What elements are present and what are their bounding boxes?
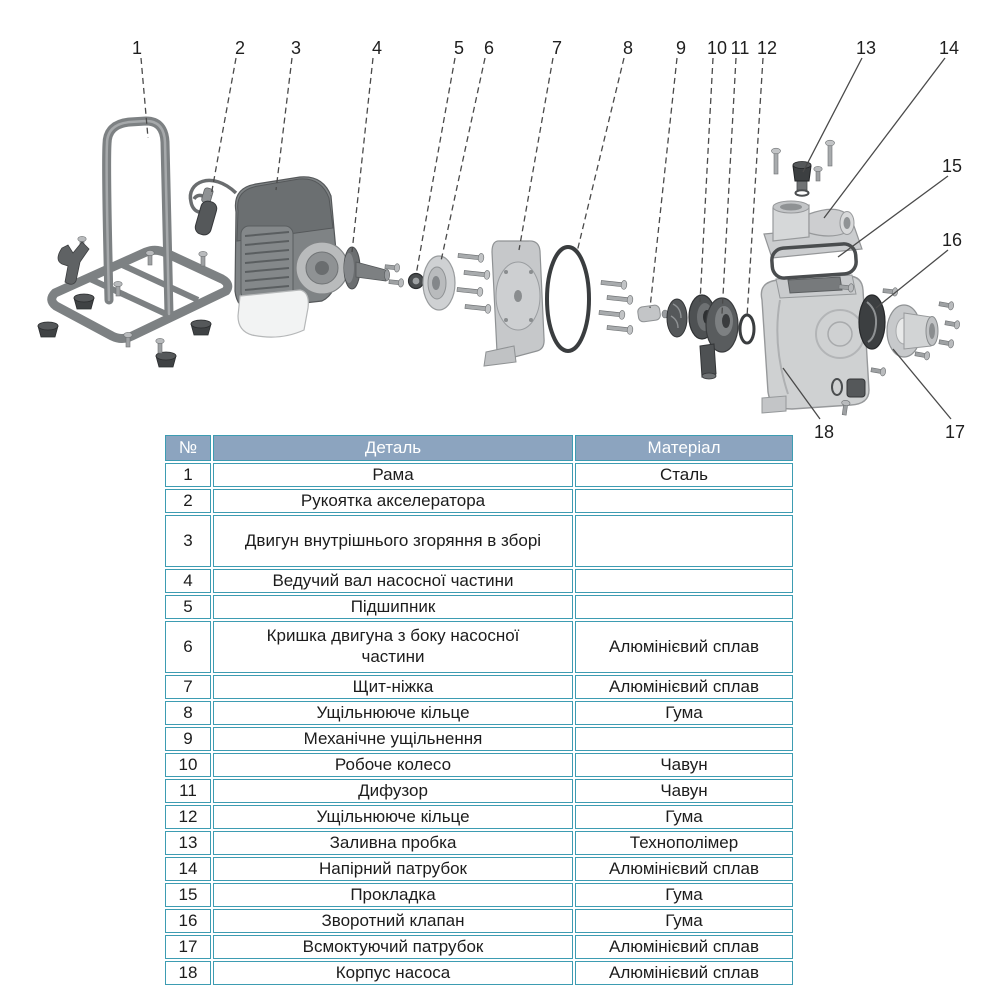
part-bearing — [409, 274, 424, 289]
leader-line-4 — [352, 58, 373, 252]
callout-label-10: 10 — [706, 38, 728, 58]
parts-table — [163, 433, 795, 987]
cell-material: Технополімер — [575, 831, 793, 855]
table-row — [165, 805, 793, 829]
cell-material — [575, 489, 793, 513]
cell-part: Механічне ущільнення — [213, 727, 573, 751]
cell-material: Чавун — [575, 753, 793, 777]
cell-material: Гума — [575, 909, 793, 933]
part-frame — [38, 121, 228, 367]
callout-label-7: 7 — [551, 38, 563, 58]
cell-num: 5 — [165, 595, 211, 619]
col-header-num: № — [165, 435, 211, 461]
callout-label-12: 12 — [756, 38, 778, 58]
table-row — [165, 701, 793, 725]
leader-line-8 — [577, 58, 624, 252]
cell-num: 10 — [165, 753, 211, 777]
table-row — [165, 935, 793, 959]
leader-line-5 — [416, 58, 455, 275]
cell-material: Алюмінієвий сплав — [575, 621, 793, 673]
cell-part: Зворотний клапан — [213, 909, 573, 933]
cell-material: Алюмінієвий сплав — [575, 961, 793, 985]
part-shield-leg — [484, 241, 544, 366]
table-row — [165, 831, 793, 855]
cell-part: Корпус насоса — [213, 961, 573, 985]
cell-part: Рукоятка акселератора — [213, 489, 573, 513]
table-row — [165, 515, 793, 567]
leader-line-11 — [722, 58, 736, 314]
cell-material: Алюмінієвий сплав — [575, 935, 793, 959]
cell-part: Підшипник — [213, 595, 573, 619]
cell-part: Кришка двигуна з боку насосної частини — [213, 621, 573, 673]
cell-part: Ущільнююче кільце — [213, 701, 573, 725]
cell-material — [575, 595, 793, 619]
cell-num: 11 — [165, 779, 211, 803]
leader-line-6 — [441, 58, 485, 261]
part-mechanical-seal — [637, 299, 687, 337]
leader-line-7 — [519, 58, 553, 250]
table-row — [165, 595, 793, 619]
table-row — [165, 909, 793, 933]
engine-fuel-tank — [238, 290, 308, 337]
cell-num: 12 — [165, 805, 211, 829]
part-o-ring-small — [740, 315, 754, 343]
cell-part: Напірний патрубок — [213, 857, 573, 881]
cell-part: Прокладка — [213, 883, 573, 907]
cell-material — [575, 515, 793, 567]
callout-label-8: 8 — [622, 38, 634, 58]
cell-num: 7 — [165, 675, 211, 699]
leader-line-12 — [747, 58, 763, 317]
part-engine-cover — [423, 251, 491, 314]
cell-material — [575, 727, 793, 751]
cell-num: 18 — [165, 961, 211, 985]
bolt-cluster — [599, 278, 634, 335]
cell-part: Всмоктуючий патрубок — [213, 935, 573, 959]
table-row — [165, 753, 793, 777]
cell-part: Ущільнююче кільце — [213, 805, 573, 829]
cell-num: 4 — [165, 569, 211, 593]
callout-label-16: 16 — [941, 230, 963, 250]
leader-line-15 — [838, 176, 948, 257]
leader-line-3 — [276, 58, 292, 190]
cell-material: Алюмінієвий сплав — [575, 857, 793, 881]
cell-material: Гума — [575, 701, 793, 725]
table-row — [165, 779, 793, 803]
callout-label-13: 13 — [855, 38, 877, 58]
exploded-diagram — [0, 0, 1000, 442]
callout-label-17: 17 — [944, 422, 966, 442]
leader-line-17 — [893, 349, 951, 419]
cell-material: Чавун — [575, 779, 793, 803]
cell-part: Щит-ніжка — [213, 675, 573, 699]
leader-line-16 — [876, 250, 948, 308]
cell-num: 16 — [165, 909, 211, 933]
callout-label-15: 15 — [941, 156, 963, 176]
callout-label-11: 11 — [730, 38, 750, 58]
leader-line-9 — [650, 58, 677, 308]
table-row — [165, 463, 793, 487]
leader-line-2 — [211, 58, 236, 196]
cell-material: Алюмінієвий сплав — [575, 675, 793, 699]
cell-part: Рама — [213, 463, 573, 487]
cell-num: 1 — [165, 463, 211, 487]
part-o-ring-large — [547, 247, 589, 351]
col-header-part: Деталь — [213, 435, 573, 461]
callout-label-9: 9 — [675, 38, 687, 58]
cell-material — [575, 569, 793, 593]
cell-num: 3 — [165, 515, 211, 567]
cell-num: 17 — [165, 935, 211, 959]
callout-label-1: 1 — [131, 38, 143, 58]
table-row — [165, 489, 793, 513]
cell-material: Сталь — [575, 463, 793, 487]
callout-label-2: 2 — [234, 38, 246, 58]
cell-material: Гума — [575, 883, 793, 907]
callout-label-14: 14 — [938, 38, 960, 58]
table-row — [165, 621, 793, 673]
table-row — [165, 569, 793, 593]
part-engine — [235, 177, 348, 337]
leader-line-10 — [700, 58, 713, 302]
table-row — [165, 883, 793, 907]
cell-num: 13 — [165, 831, 211, 855]
callout-label-3: 3 — [290, 38, 302, 58]
cell-part: Двигун внутрішнього згоряння в зборі — [213, 515, 573, 567]
callout-label-4: 4 — [371, 38, 383, 58]
table-row — [165, 857, 793, 881]
cell-part: Робоче колесо — [213, 753, 573, 777]
table-row — [165, 961, 793, 985]
part-drive-shaft — [344, 247, 404, 289]
col-header-material: Матеріал — [575, 435, 793, 461]
table-header-row — [165, 435, 793, 461]
leader-line-1 — [141, 58, 148, 138]
table-row — [165, 727, 793, 751]
cell-part: Ведучий вал насосної частини — [213, 569, 573, 593]
cell-part: Дифузор — [213, 779, 573, 803]
cell-num: 2 — [165, 489, 211, 513]
cell-num: 14 — [165, 857, 211, 881]
cell-part: Заливна пробка — [213, 831, 573, 855]
cell-material: Гума — [575, 805, 793, 829]
parts-table-body — [165, 463, 793, 985]
cell-num: 8 — [165, 701, 211, 725]
cell-num: 9 — [165, 727, 211, 751]
part-discharge-port — [764, 140, 862, 258]
cell-num: 6 — [165, 621, 211, 673]
part-filler-plug — [793, 162, 811, 196]
callout-label-5: 5 — [453, 38, 465, 58]
callout-label-6: 6 — [483, 38, 495, 58]
callout-label-18: 18 — [813, 422, 835, 442]
cell-num: 15 — [165, 883, 211, 907]
leader-line-14 — [824, 58, 945, 218]
part-throttle-handle — [190, 180, 236, 236]
leader-line-13 — [803, 58, 862, 172]
table-row — [165, 675, 793, 699]
